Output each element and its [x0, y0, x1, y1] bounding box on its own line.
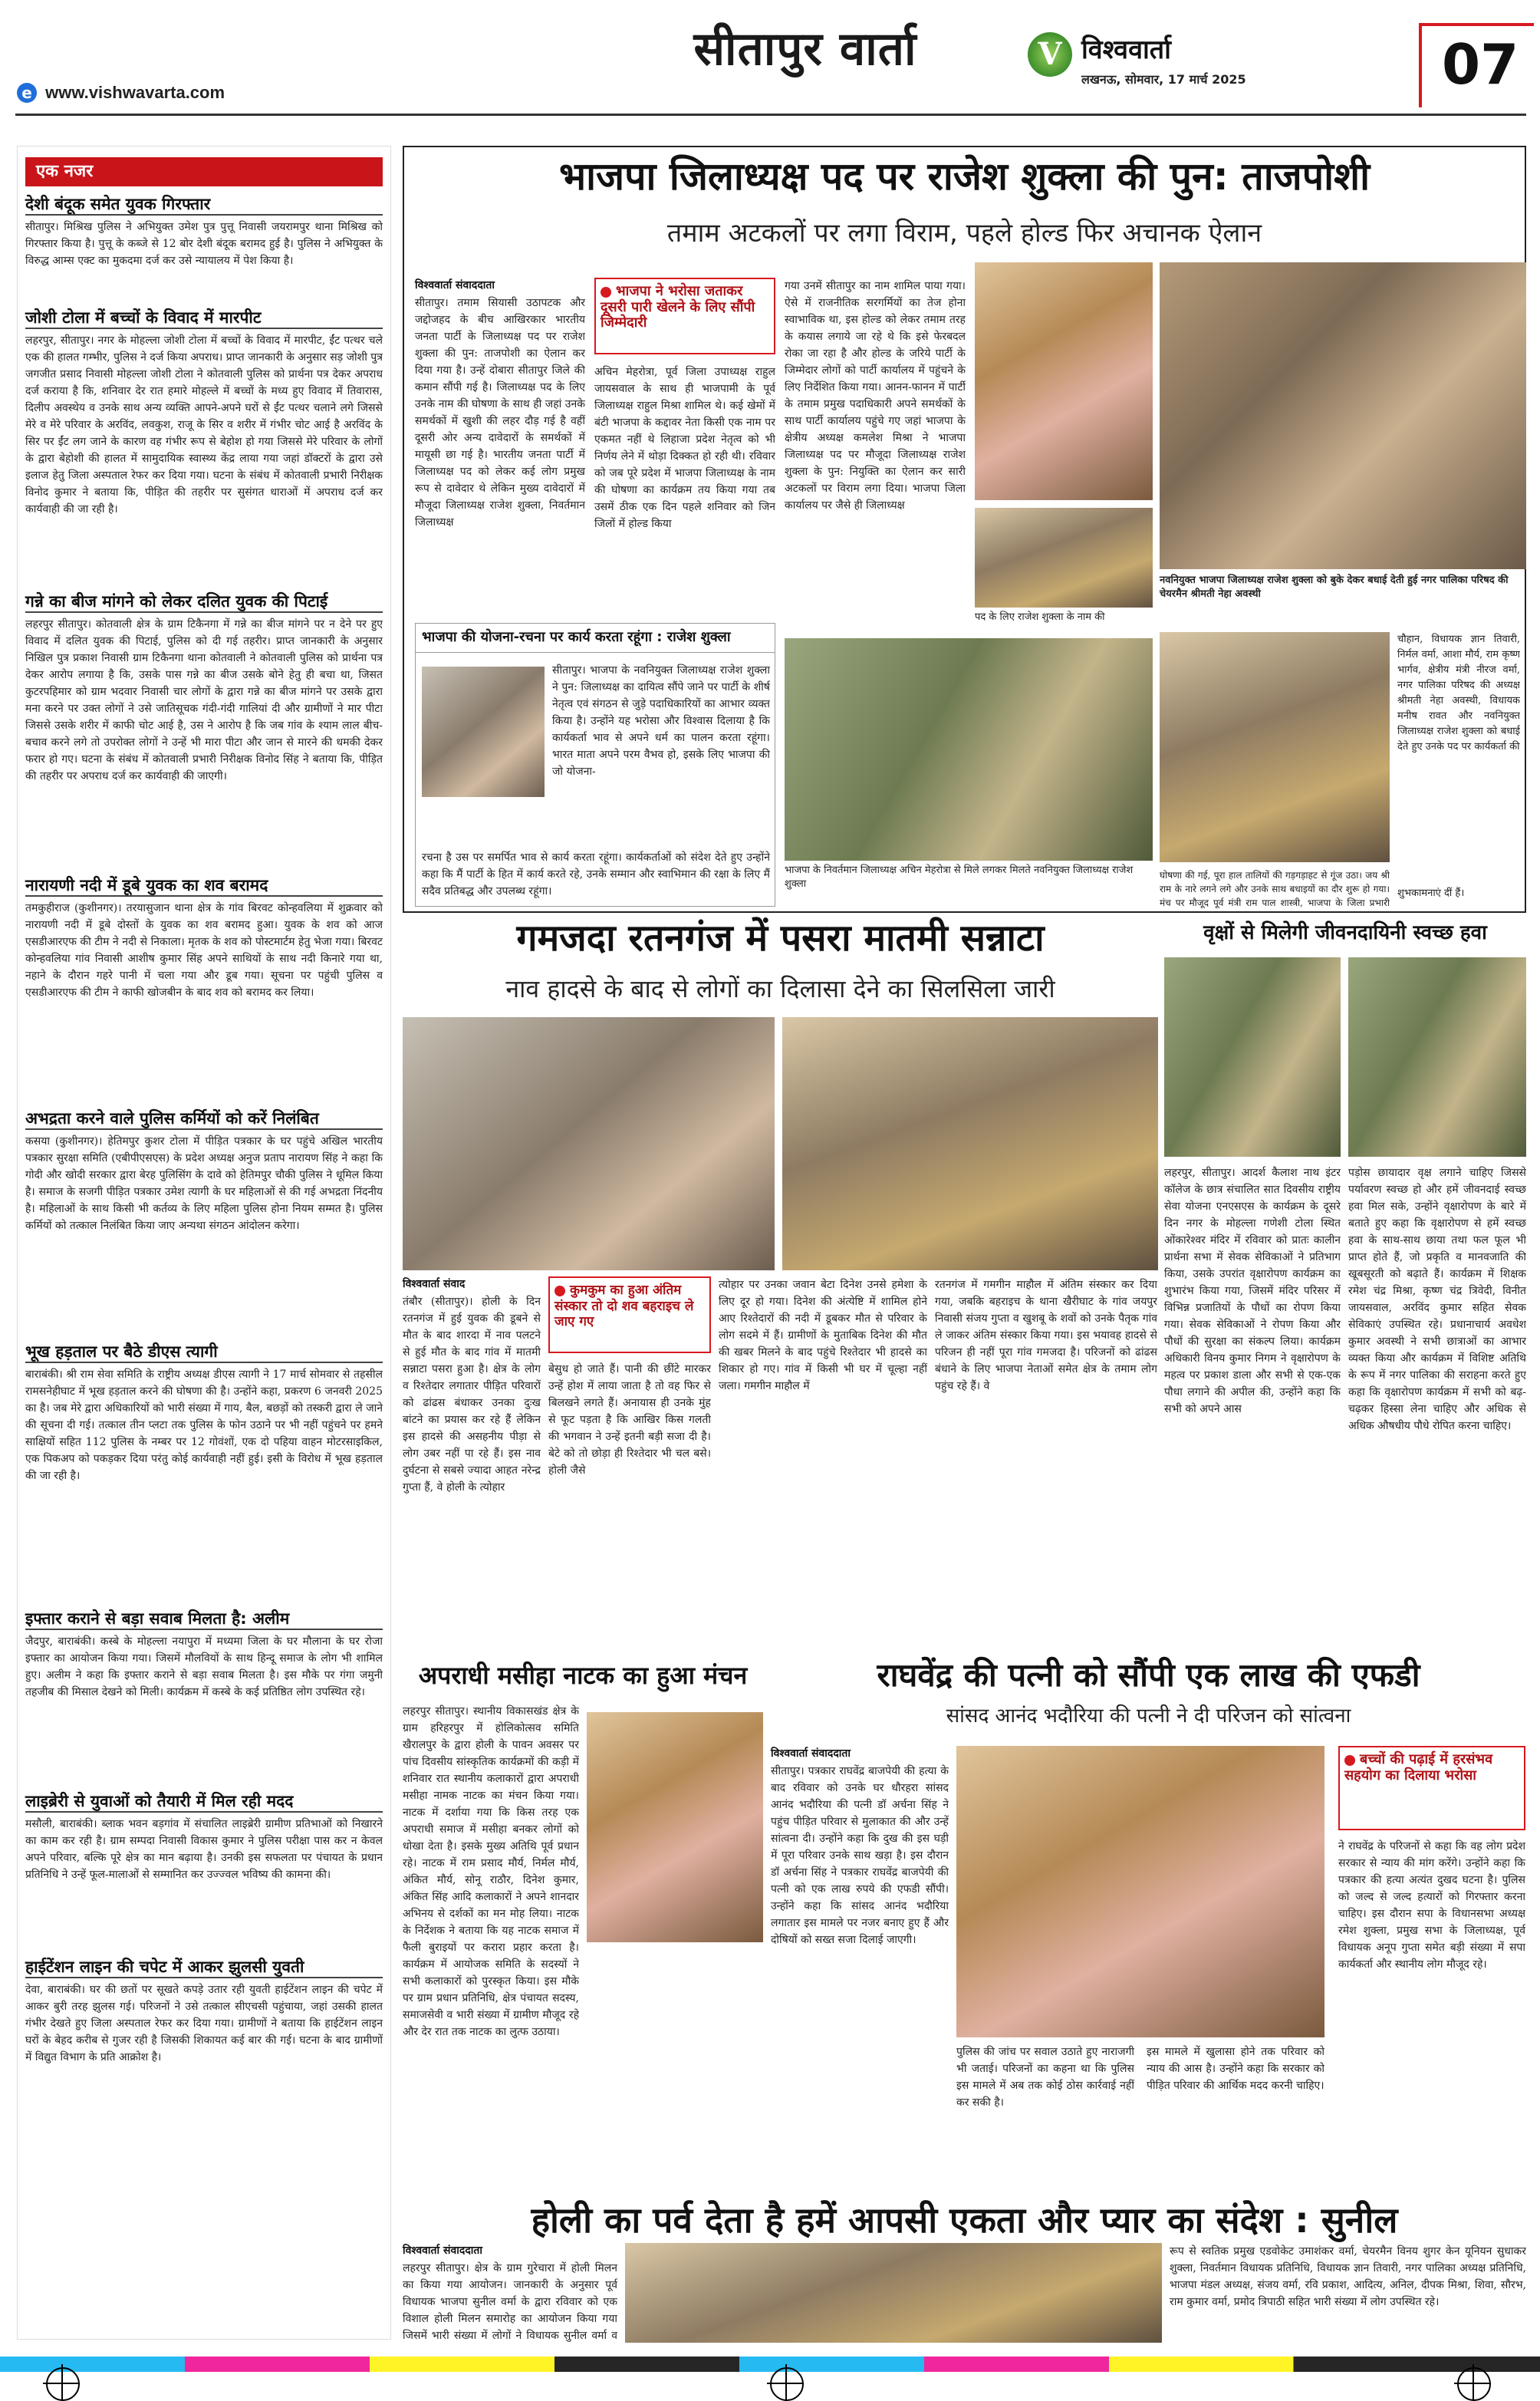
lead-body-col2: अचिन मेहरोत्रा, पूर्व जिला उपाध्यक्ष राहुल जायसवाल के साथ ही भाजपामी के पूर्व जिलाध्यक्ष राहुल मिश्रा शामिल थे। कई खेमों में बंटी भाजपा के कद्दावर नेता किसी एक नाम पर एकमत नहीं थे लिहाजा प्रदेश नेतृत्व को भी निर्णय लेने में थोड़ा दिक्कत हो रही थी। रविवार को जब पूरे प्रदेश में भाजपा जिलाध्यक्ष के नाम की घोषणा का कार्यक्रम तय किया गया तब उसमें ठीक एक दिन पहले शनिवार को जिन जिलों में होल्ड किया [594, 366, 775, 530]
pull2-tail: रचना है उस पर समर्पित भाव से कार्य करता रहूंगा। कार्यकर्ताओं को संदेश देते हुए उन्होंने कहा कि मैं पार्टी के हित में कार्य करते रहे, उनके सम्मान और स्वाभिमान की रक्षा के लिए मैं सदैव प्रतिबद्ध और उपलब्ध रहूंगा। [422, 851, 770, 897]
sidebar-item [25, 1609, 383, 1785]
story6-headline: होली का पर्व देता है हमें आपसी एकता और प्यार का संदेश : सुनील [531, 2199, 1398, 2241]
lead-body-col3: गया उनमें सीतापुर का नाम शामिल पाया गया। ऐसे में राजनीतिक सरगर्मियों का तेज होना स्वाभाविक था, इस होल्ड को लेकर तमाम तरह के कयास लगाये जा रहे थे कि इसे फेरबदल रोका जा रहा है और होल्ड के जरिये पार्टी के जिम्मेदार लोगों को पार्टी कार्यालय में पहुंचने के लिए निर्देशित किया गया। आनन-फानन में पार्टी के तमाम प्रमुख पदाधिकारी अपने समर्थकों के साथ पार्टी कार्यालय पहुंचे गए जहां भाजपा के क्षेत्रीय अध्यक्ष कमलेश मिश्रा ने भाजपा जिलाध्यक्ष पद पर मौजूदा जिलाध्यक्ष राजेश शुक्ला के पुन: नियुक्ति का ऐलान कर सारी अटकलों पर विराम लगा दिया। भाजपा जिला कार्यालय पर जैसे ही जिलाध्यक्ष [785, 280, 966, 512]
sidebar-item-body: सीतापुर। मिश्रिख पुलिस ने अभियुक्त उमेश पुत्र पुत्तू निवासी जयरामपुर थाना मिश्रिख को गिरफ्तार किया है। पुत्तू के कब्जे से 12 बोर देशी बंदूक बरामद हुई है। पुलिस ने अभियुक्त के विरुद्ध आम्स एक्ट का मुकदमा दर्ज कर उसे न्यायालय में पेश किया है। [25, 221, 383, 267]
story5-byline: विश्ववार्ता संवाददाता [771, 1747, 851, 1760]
page-number: 07 [1442, 32, 1519, 97]
story3-headline: वृक्षों से मिलेगी जीवनदायिनी स्वच्छ हवा [1203, 921, 1487, 944]
family-meeting-photo [956, 1746, 1324, 2037]
plantation-photo-1 [1164, 957, 1341, 1157]
sidebar-item-heading: जोशी टोला में बच्चों के विवाद में मारपीट [25, 308, 383, 329]
registration-mark-icon [1457, 2367, 1491, 2401]
story5-body-col2: ने राघवेंद्र के परिजनों से कहा कि वह लोग प्रदेश सरकार से न्याय की मांग करेंगे। उन्होंने कहा कि पत्रकार की हत्या अत्यंत दुखद घटना है। पुलिस को जल्द से जल्द हत्यारों को गिरफ्तार करना चाहिए। इस दौरान सपा के विधानसभा अध्यक्ष रमेश शुक्ला, प्रमुख सभा के जिलाध्यक्ष, पूर्व विधायक अनूप गुप्ता समेत बड़ी संख्या में सपा कार्यकर्ता और स्थानीय लोग मौजूद रहे। [1338, 1840, 1525, 1971]
masthead-logo [1028, 32, 1072, 77]
story2-pullquote: कुमकुम का हुआ अंतिम संस्कार तो दो शव बहराइच ले जाए गए [548, 1276, 711, 1353]
pull2-body: सीतापुर। भाजपा के नवनियुक्त जिलाध्यक्ष राजेश शुक्ला ने पुन: जिलाध्यक्ष का दायित्व सौंपे जाने पर पार्टी के शीर्ष नेतृत्व एवं संगठन से जुड़े पदाधिकारियों का आभार व्यक्त किया है। उन्होंने यह भरोसा और विश्वास दिलाया है कि कार्यकर्ता भाव से अपने धर्म का पालन करता रहूंगा। भारत माता अपने परम वैभव हो, इसके लिए भाजपा की जो योजना- [552, 664, 770, 778]
story2-body-col2: बेसुध हो जाते हैं। पानी की छींटे मारकर उन्हें होश में लाया जाता है तो वह फिर से बिलखने लगते हैं। अनायास ही उनके मुंह से फूट पड़ता है कि आखिर किस गलती की भगवान ने उन्हें इतनी बड़ी सजा दी है। बेटे को तो छोड़ा ही रिश्तेदार भी चल बसे। होली जैसे [548, 1363, 711, 1477]
story5-caption-mid2: इस मामले में खुलासा होने तक परिवार को न्याय की आस है। उन्होंने कहा कि सरकार को पीड़ित परिवार की आर्थिक मदद करनी चाहिए। [1147, 2046, 1324, 2092]
paper-name: विश्ववार्ता [1081, 35, 1171, 65]
embrace-photo [785, 638, 1153, 861]
story2-subhead: नाव हादसे के बाद से लोगों का दिलासा देने का सिलसिला जारी [505, 974, 1055, 1003]
page-number-box [1419, 23, 1534, 107]
story5-headline: राघवेंद्र की पत्नी को सौंपी एक लाख की एफडी [877, 1656, 1420, 1694]
ie-icon: e [17, 83, 37, 103]
header-rule [15, 114, 1526, 116]
story2-byline: विश्ववार्ता संवाद [403, 1278, 466, 1290]
story3-body-col2: पड़ोस छायादार वृक्ष लगाने चाहिए जिससे पर्यावरण स्वच्छ हो और हमें जीवनदाई स्वच्छ हवा मिल सके, उन्होंने वृक्षारोपण के बारे में बताते हुए कहा कि वृक्षारोपण से हमें स्वच्छ हवा के साथ-साथ छाया तथा फल फूल भी प्राप्त होते हैं, जो प्रकृति व मानवजाति की खूबसूरती को बढ़ाते हैं। कार्यक्रम में शिक्षक रमेश चंद्र मिश्रा, कृष्ण चंद्र त्रिवेदी, विनीत जायसवाल, अरविंद कुमार सहित सेवक सेविकाएं उपस्थित रहे। प्रधानाचार्य अवधेश कुमार अवस्थी ने सभी छात्राओं का आभार व्यक्त किया और कार्यक्रम में विशिष्ट अतिथि के रूप में नगर पालिका की सराहना करते हुए कहा कि वृक्षारोपण कार्यक्रम में सभी को बढ़-चढ़कर हिस्सा लेना चाहिए और अधिक से अधिक औषधीय पौधे रोपित करना चाहिए। [1348, 1167, 1526, 1432]
lead-right-col-b: चौहान, विधायक ज्ञान तिवारी, निर्मल वर्मा, आशा मौर्य, राम कृष्ण भार्गव, क्षेत्रीय मंत्री नीरज वर्मा, नगर पालिका परिषद की अध्यक्ष श्रीमती नेहा अवस्थी, विधायक मनीष रावत और नवनियुक्त जिलाध्यक्ष राजेश शुक्ला को बधाई देते हुए उनके पद पर कार्यकर्ता की [1397, 634, 1520, 753]
lead-headline: भाजपा जिलाध्यक्ष पद पर राजेश शुक्ला की पुन: ताजपोशी [558, 154, 1371, 199]
story2-body-col3: त्योहार पर उनका जवान बेटा दिनेश उनसे हमेशा के लिए दूर हो गया। दिनेश की अंत्येष्टि में शामिल होने आए रिश्तेदारों की नदी में डूबकर मौत से परिवार के लोग सदमे में हैं। ग्रामीणों के मुताबिक दिनेश की मौत की खबर मिलने के बाद पहुंचे रिश्तेदार भी हादसे का शिकार हो गए। गांव में किसी भी घर में चूल्हा नहीं जला। गमगीन माहौल में [719, 1279, 927, 1392]
story6-byline: विश्ववार्ता संवाददाता [403, 2245, 483, 2257]
sidebar-item-body: तमकुहीराज (कुशीनगर)। तरयासुजान थाना क्षेत्र के गांव बिरवट कोन्हवलिया में शुक्रवार को नारायणी नदी में डूबे दोस्तों के युवक का शव बरामद हुआ। युवक के शव को आज एसडीआरएफ की टीम ने नदी से निकाला। मृतक के शव को पोस्टमार्टम हेतु भेजा गया। बिरवट कोन्हवलिया गांव निवासी आशीष कुमार सिंह अपने साथियों के साथ नदी किनारे गया था, नहाने के दौरान गहरे पानी में चला गया और डूब गया। सूचना पर पहुंची पुलिस व एसडीआरएफ की टीम ने काफी खोजबीन के बाद शव को बरामद कर लिया। [25, 902, 383, 999]
registration-mark-icon [770, 2367, 804, 2401]
sidebar-item-heading: हाईटेंशन लाइन की चपेट में आकर झुलसी युवती [25, 1957, 383, 1978]
sidebar-item-heading: भूख हड़ताल पर बैठे डीएस त्यागी [25, 1342, 383, 1363]
mourning-photo-1 [403, 1017, 775, 1270]
registration-mark-icon [46, 2367, 80, 2401]
sidebar-item-heading: अभद्रता करने वाले पुलिस कर्मियों को करें निलंबित [25, 1108, 383, 1130]
sidebar-item [25, 1108, 383, 1336]
story2-headline: गमजदा रतनगंज में पसरा मातमी सन्नाटा [516, 917, 1045, 960]
story-ratanganj [403, 917, 1158, 1654]
sidebar-item [25, 308, 383, 585]
top-registration-strip [0, 0, 1540, 15]
lead-pullquote-2 [415, 623, 775, 907]
sidebar-item-body: मसौली, बाराबंकी। ब्लाक भवन बड़गांव में संचालित लाइब्रेरी ग्रामीण प्रतिभाओं को निखारने का काम कर रही है। ग्राम सम्पदा निवासी विकास कुमार ने पुलिस परीक्षा पास कर न केवल अपने परिवार, बल्कि पूरे क्षेत्र का मान बढ़ाया है। उनकी इस सफलता पर पंचायत के प्रधान प्रतिनिधि ने उन्हें फूल-मालाओं से सम्मानित कर उज्ज्वल भविष्य की कामना की। [25, 1818, 383, 1881]
logo-v-icon: V [1038, 36, 1062, 72]
sidebar-item [25, 1791, 383, 1951]
lead-photo-small [975, 508, 1153, 608]
sidebar-title: एक नजर [36, 162, 94, 181]
section-banner [552, 15, 1058, 84]
photo-caption-bottom: भाजपा के निवर्तमान जिलाध्यक्ष अचिन मेहरोत्रा से मिले लगकर मिलते नवनियुक्त जिलाध्यक्ष राजेश शुक्ला [785, 865, 1134, 890]
story5-body-col1: सीतापुर। पत्रकार राघवेंद्र बाजपेयी की हत्या के बाद रविवार को उनके घर धौरहरा सांसद आनंद भदौरिया की पत्नी डॉ अर्चना सिंह ने पहुंच पीड़ित परिवार से मुलाकात की और उन्हें सांत्वना दी। उन्होंने कहा कि दुख की इस घड़ी में पूरा परिवार उनके साथ खड़ा है। इस दौरान डॉ अर्चना सिंह ने पत्रकार राघवेंद्र बाजपेयी की पत्नी को एक लाख रुपये की एफडी सौंपी। उन्होंने कहा कि सांसद आनंद भदौरिया लगातार इस मामले पर नजर बनाए हुए हैं और दोषियों को सख्त सजा दिलाई जाएगी। [771, 1765, 949, 1946]
sidebar-item-heading: देशी बंदूक समेत युवक गिरफ्तार [25, 194, 383, 216]
sidebar-item [25, 875, 383, 1102]
sidebar-item [25, 591, 383, 869]
sidebar-item [25, 1342, 383, 1602]
story4-headline: अपराधी मसीहा नाटक का हुआ मंचन [418, 1661, 748, 1690]
sidebar-item [25, 1957, 383, 2150]
story4-body: लहरपुर सीतापुर। स्थानीय विकासखंड क्षेत्र के ग्राम हरिहरपुर में होलिकोत्सव समिति खैरालपुर के द्वारा होली के पावन अवसर पर पांच दिवसीय सांस्कृतिक कार्यक्रमों की कड़ी में शनिवार रात स्थानीय कलाकारों द्वारा अपराधी मसीहा नामक नाटक का मंचन किया गया। नाटक में दर्शाया गया कि किस तरह एक अपराधी समाज में मसीहा बनकर लोगों को धोखा देता है। इसके मुख्य अतिथि पूर्व प्रधान रहे। नाटक में राम प्रसाद मौर्य, निर्मल मौर्य, अंकित मौर्य, सोनू राठौर, दिनेश कुमार, अंकित सिंह आदि कलाकारों ने अपने शानदार अभिनय से दर्शकों का मन मोह लिया। नाटक के निर्देशक ने बताया कि यह नाटक समाज में फैली बुराइयों पर करारा प्रहार करता है। कार्यक्रम में आयोजक समिति के सदस्यों ने सभी कलाकारों को पुरस्कृत किया। इस मौके पर ग्राम प्रधान प्रतिनिधि, क्षेत्र पंचायत सदस्य, समाजसेवी व भारी संख्या में ग्रामीण मौजूद रहे और देर रात तक नाटक का लुत्फ उठाया। [403, 1705, 579, 2038]
drama-photo [587, 1712, 763, 1942]
story-trees [1164, 917, 1526, 1654]
sidebar-item-body: बाराबंकी। श्री राम सेवा समिति के राष्ट्रीय अध्यक्ष डीएस त्यागी ने 17 मार्च सोमवार से तहसील रामसनेहीघाट में भूख हड़ताल करने की घोषणा की है। उन्होंने कहा, प्रकरण 6 जनवरी 2025 का है। जब मेरे द्वारा अधिकारियों को भारी संख्या में गाय, बैल, बछड़ों को तस्करी द्वारा ले जाने की सूचना दी गई। तत्काल तीन प्लटा तक पुलिस के फोन उठाने पर भी नहीं पहुंचने पर हमने साक्षियों सहित 112 पुलिस के नम्बर पर 12 गोवंशों, एक दो पहिया वाहन मोटरसाइकिल, एक पिकअप को पकड़कर दिया परंतु कोई कार्यवाही नहीं हुई। इसी के विरोध में भूख हड़ताल की जा रही है। [25, 1368, 383, 1482]
sidebar [17, 146, 391, 2340]
story6-body-col2: रूप से स्वतिक प्रमुख एडवोकेट उमाशंकर वर्मा, चेयरमैन विनय शुगर केन यूनियन सुधाकर शुक्ला, निवर्तमान विधायक प्रतिनिधि, विधायक ज्ञान तिवारी, नगर पालिका अध्यक्ष प्रतिनिधि, भाजपा मंडल अध्यक्ष, संजय वर्मा, रवि प्रकाश, आदित्य, अनिल, दीपक मिश्रा, शिवा, सौरभ, राम कुमार वर्मा, प्रमोद त्रिपाठी सहित भारी संख्या में लोग उपस्थित रहे। [1170, 2245, 1526, 2308]
sidebar-item [25, 194, 383, 301]
sidebar-title-bar [25, 157, 383, 186]
bullet-dot-icon [1344, 1755, 1355, 1766]
lead-body-col4: पद के लिए राजेश शुक्ला के नाम की [975, 611, 1105, 623]
story5-caption-mid: पुलिस की जांच पर सवाल उठाते हुए नाराजगी भी जताई। परिजनों का कहना था कि पुलिस इस मामले में अब तक कोई ठोस कार्रवाई नहीं कर सकी है। [956, 2046, 1134, 2109]
mourning-photo-2 [782, 1017, 1158, 1270]
lead-subhead: तमाम अटकलों पर लगा विराम, पहले होल्ड फिर अचानक ऐलान [666, 218, 1262, 249]
website-line [17, 83, 225, 109]
lead-pullquote: भाजपा ने भरोसा जताकर दूसरी पारी खेलने के लिए सौंपी जिम्मेदारी [594, 278, 775, 354]
sidebar-item-heading: इफ्तार कराने से बड़ा सवाब मिलता है: अलीम [25, 1609, 383, 1630]
rajesh-shukla-portrait [975, 262, 1153, 500]
crowd-photo-top [1160, 262, 1526, 569]
bullet-dot-icon [554, 1286, 565, 1296]
story2-body-col4: रतनगंज में गमगीन माहौल में अंतिम संस्कार कर दिया गया, जबकि बहराइच के थाना खैरीघाट के गांव जयपुर निवासी संजय गुप्ता व खुशबू के शवों को उनके पैतृक गांव ले जाकर अंतिम संस्कार किया गया। इस भयावह हादसे से परिजन ही नहीं पूरा गांव गमजदा है। परिजनों को ढांढस बंधाने के लिए भाजपा नेताओं समेत क्षेत्र के तमाम लोग पहुंच रहे हैं। वे [935, 1279, 1157, 1392]
holi-milan-photo [625, 2243, 1162, 2343]
stage-photo [1160, 632, 1390, 862]
sidebar-item-heading: गन्ने का बीज मांगने को लेकर दलित युवक की पिटाई [25, 591, 383, 613]
bullet-dot-icon [601, 287, 611, 298]
section-title: सीतापुर वार्ता [693, 22, 917, 76]
story6-body-col1: लहरपुर सीतापुर। क्षेत्र के ग्राम गुरेचारा में होली मिलन का किया गया आयोजन। जानकारी के अनुसार पूर्व विधायक भाजपा सुनील वर्मा के द्वारा रविवार को एक विशाल होली मिलन समारोह का आयोजन किया गया जिसमें भारी संख्या में लोगों ने विधायक सुनील वर्मा व [403, 2262, 617, 2342]
sidebar-item-body: लहरपुर सीतापुर। कोतवाली क्षेत्र के ग्राम टिकैनगा में गन्ने का बीज मांगने पर न देने पर हुए विवाद में दलित युवक की पिटाई, पुलिस को दी गई तहरीर। प्राप्त जानकारी के अनुसार निखिल पुत्र प्रकाश निवासी ग्राम टिकैनगा थाना कोतवाली ने कोतवाली पुलिस को प्रार्थना पत्र देकर आरोप लगाया है कि, उसके पास गन्ने का बीज उसके बोने हेतु ही बचा था, जिसत कुटरपहिमार को ग्राम भदवार निवासी चार लोगों के द्वारा गन्ने का बीज मांगने पर उसके द्वारा मना करने पर उक्त लोगों ने उसे जातिसूचक गंदी-गंदी गालियां दी और ग्रामीणों ने मार पीटा जिससे उसके शरीर में काफी चोट आई है, उस ने आरोप है कि जब गांव के श्याम लाल बीच-बचाव करने लगे तो उपरोक्त लोगों ने उन्हें भी मारा पीटा और जान से मारने की धमकी देकर फरार हो गए। घटना के संबंध में कोतवाली प्रभारी निरीक्षक विनोद सिंह ने बताया कि, पीड़ित की तहरीर पर अपराध दर्ज कर कार्यवाही की जाएगी। [25, 618, 383, 782]
sidebar-item-body: जैदपुर, बाराबंकी। कस्बे के मोहल्ला नयापुरा में मध्यमा जिला के घर मौलाना के घर रोजा इफ्तार का आयोजन किया गया। जिसमें मौलवियों के साथ हिन्दू समाज के लोग भी शामिल हुए। अलीम ने कहा कि इफ्तार कराने से बड़ा सवाब मिलता है। इस मौके पर गंगा जमुनी तहजीब की मिसाल देखने को मिली। कार्यक्रम में कस्बे के कई प्रतिष्ठित लोग उपस्थित रहे। [25, 1635, 383, 1698]
lead-right-col-end: शुभकामनाएं दीं हैं। [1397, 888, 1465, 899]
story5-pullquote: बच्चों की पढ़ाई में हरसंभव सहयोग का दिलाया भरोसा [1338, 1746, 1525, 1830]
dateline: लखनऊ, सोमवार, 17 मार्च 2025 [1081, 72, 1246, 87]
pull2-heading: भाजपा की योजना-रचना पर कार्य करता रहूंगा : राजेश शुक्ला [416, 624, 775, 653]
lead-right-col-a: घोषणा की गई, पूरा हाल तालियों की गड़गड़ाहट से गूंज उठा। जय श्री राम के नारे लगने लगे और उनके साथ बधाइयों का दौर शुरू हो गया। मंच पर मौजूद पूर्व मंत्री राम पाल शास्त्री, भाजपा के जिला प्रभारी [1160, 870, 1390, 908]
story-drama [403, 1657, 763, 2194]
website-url[interactable]: www.vishwavarta.com [45, 83, 225, 102]
sidebar-item-heading: लाइब्रेरी से युवाओं को तैयारी में मिल रही मदद [25, 1791, 383, 1813]
sidebar-item-heading: नारायणी नदी में डूबे युवक का शव बरामद [25, 875, 383, 897]
lead-story [403, 146, 1526, 913]
photo-caption-top: नवनियुक्त भाजपा जिलाध्यक्ष राजेश शुक्ला को बुके देकर बधाई देती हुई नगर पालिका परिषद की चेयरमैन श्रीमती नेहा अवस्थी [1160, 575, 1509, 600]
color-bar [0, 2357, 1540, 2372]
story2-body-col1: तंबौर (सीतापुर)। होली के दिन रतनगंज में हुई युवक की डूबने से मौत के बाद शारदा में नाव पलटने से हुई मौत के बाद गांव में मातमी सन्नाटा पसरा हुआ है। क्षेत्र के लोग व रिश्तेदार लगातार पीड़ित परिवारों को ढांढस बंधाकर उनका दुःख बांटने का प्रयास कर रहे हैं लेकिन इस हादसे की असहनीय पीड़ा से लोग उबर नहीं पा रहे हैं। इस नाव दुर्घटना से सबसे ज्यादा आहत नरेन्द्र गुप्ता हैं, वे होली के त्योहार [403, 1296, 541, 1494]
lead-body-col1: सीतापुर। तमाम सियासी उठापटक और जद्दोजहद के बीच आखिरकार भारतीय जनता पार्टी के जिलाध्यक्ष पद पर राजेश शुक्ला की पुन: ताजपोशी का ऐलान कर दिया गया है। उन्हें दोबारा सीतापुर जिले की कमान सौंपी गई है। जिलाध्यक्ष पद के लिए उनके नाम की घोषणा के साथ ही जहां उनके समर्थकों में खुशी की लहर दौड़ गई है वहीं दूसरी ओर अन्य दावेदारों के समर्थकों में मायूसी छा गई है। भारतीय जनता पार्टी में जिलाध्यक्ष पद को लेकर कई लोग प्रमुख रूप से दावेदार थे लेकिन मुख्य दावेदारों में मौजूदा जिलाध्यक्ष राजेश शुक्ला, निवर्तमान जिलाध्यक्ष [415, 297, 585, 529]
sidebar-item-body: देवा, बाराबंकी। घर की छतों पर सूखते कपड़े उतार रही युवती हाईटेंशन लाइन की चपेट में आकर बुरी तरह झुलस गई। परिजनों ने उसे तत्काल सीएचसी पहुंचाया, जहां उसकी हालत गंभीर देखते हुए जिला अस्पताल रेफर कर दिया गया। ग्रामीणों ने बताया कि हाईटेंशन लाइन घरों के बेहद करीब से गुजर रही है जिसकी शिकायत कई बार की गई। घटना के बाद ग्रामीणों में विद्युत विभाग के प्रति आक्रोश है। [25, 1984, 383, 2063]
story-fd [771, 1657, 1526, 2194]
sidebar-item-body: कसया (कुशीनगर)। हेतिमपुर कुशर टोला में पीड़ित पत्रकार के घर पहुंचे अखिल भारतीय पत्रकार सुरक्षा समिति (एबीपीएसएस) के प्रदेश अध्यक्ष अनुज प्रताप नारायण सिंह ने कहा कि गोदी और खोदी सरकार द्वारा बेरह पुलिसिंग के दावे को हेतिमपुर चौकी पुलिस ने धूमिल किया है। समाज के सजगी पीड़ित पत्रकार उमेश त्यागी के घर महिलाओं से की गई अभद्रता निंदनीय है। महिलाओं के साथ किसी भी कर्तव्य के लिए महिला पुलिस होना नियम सम्मत है। पुलिस कर्मियों को तत्काल निलंबित किया जाए अन्यथा संगठन आंदोलन करेगा। [25, 1135, 383, 1232]
plantation-photo-2 [1348, 957, 1526, 1157]
story5-subhead: सांसद आनंद भदौरिया की पत्नी ने दी परिजन को सांत्वना [946, 1704, 1351, 1727]
story3-body-col1: लहरपुर, सीतापुर। आदर्श कैलाश नाथ इंटर कॉलेज के छात्र संचालित सात दिवसीय राष्ट्रीय सेवा योजना एनएसएस के कार्यक्रम के दूसरे दिन नगर के मोहल्ला गणेशी टोला स्थित ओंकारेश्वर मंदिर में रविवार को प्रातः कालीन प्रार्थना सभा में सेवक सेविकाओं ने प्रतिभाग किया, उसके उपरांत वृक्षारोपण कार्यक्रम का शुभारंभ किया गया, जिसमें मंदिर परिसर में विभिन्न प्रजातियों के पौधों का रोपण किया गया। सेवक सेविकाओं ने रोपण किया और पौधों की सुरक्षा का संकल्प लिया। कार्यक्रम अधिकारी विनय कुमार निगम ने वृक्षारोपण के महत्व पर प्रकाश डाला और सभी से एक-एक पौधा लगाने की अपील की, उन्होंने कहा कि सभी को अपने आस [1164, 1167, 1341, 1415]
rajesh-shukla-headshot [422, 667, 545, 797]
sidebar-item-body: लहरपुर, सीतापुर। नगर के मोहल्ला जोशी टोला में बच्चों के विवाद में मारपीट, ईंट पत्थर चले एक की हालत गम्भीर, पुलिस ने दर्ज किया अपराध। प्राप्त जानकारी के अनुसार सड़ जोशी पुत्र जगजीत प्रसाद निवासी मोहल्ला जोशी टोला ने कोतवाली पुलिस को प्रार्थना पत्र देकर अपराध दर्ज कराया है कि, शनिवार देर रात हमारे मोहल्ले में बच्चों के मध्य हुए विवाद में तिवारास, दिलीप अवस्थेय व उनके साथ अन्य व्यक्ति आपने-अपने घरों से ईंट पत्थर चलाने लगे जिससे मेरे व मेरे परिवार के अरविंद, लवकुश, राजू के सिर व शरीर में गंभीर चोट आई है अरविंद के सिर पर ईंट लग जाने के कारण वह गंभीर रूप से बेहोश हो गया जिससे मेरे परिवार के लोगों के द्वारा बेहोशी की हालत में सामुदायिक स्वास्थ्य केंद्र लाया गया जहां डॉक्टरों के द्वारा उसे इलाज हेतु जिला अस्पताल रेफर कर दिया गया। घटना के संबंध में कोतवाली प्रभारी निरीक्षक विनोद कुमार ने बताया कि, पीड़ित की तहरीर पर सुसंगत धाराओं में अपराध दर्ज कर कार्यवाही की जा रही है। [25, 334, 383, 515]
lead-byline: विश्ववार्ता संवाददाता [415, 279, 495, 291]
